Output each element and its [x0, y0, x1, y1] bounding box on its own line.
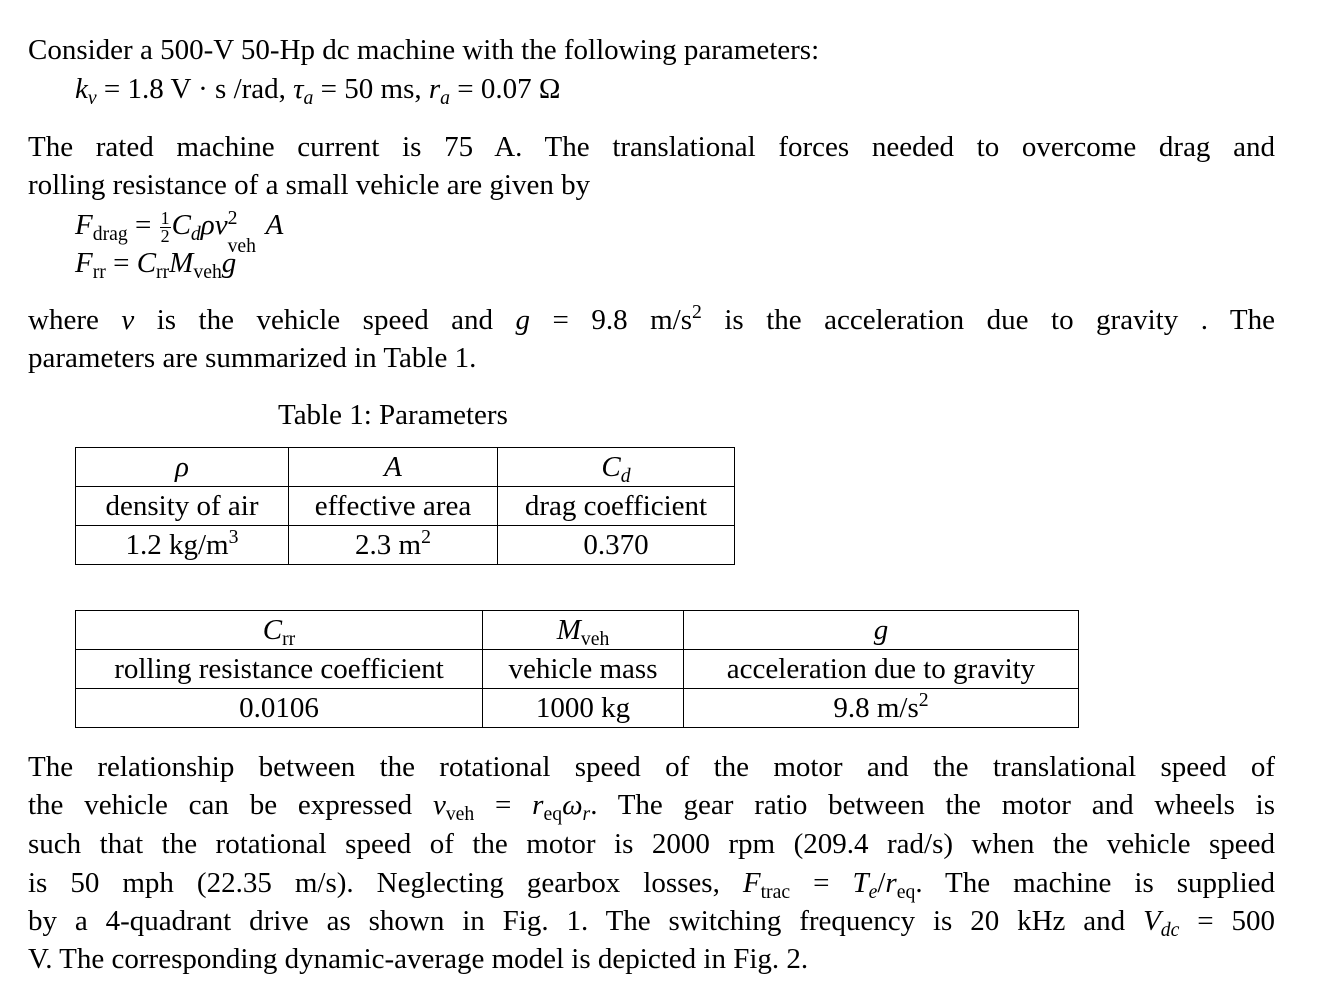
table-cell: vehicle mass	[483, 650, 684, 689]
table-cell: g	[684, 611, 1079, 650]
machine-parameters-equation: $k_v = 1.8$ V · s /rad, $\tau_a = 50$ ms, $r_a = 0.07$ Ω	[75, 73, 561, 109]
paragraph-line: such that the rotational speed of the motor is 2000 rpm (209.4 rad/s) when the vehicle speed	[28, 828, 1275, 860]
table-cell: drag coefficient	[498, 487, 735, 526]
table-cell: acceleration due to gravity	[684, 650, 1079, 689]
one-half-fraction: $\frac{1}{2}$	[160, 207, 170, 246]
drag-force-equation: $F_{drag}$ = $\frac{1}{2}$ $C_d\rho v$ 2 veh A	[75, 207, 284, 257]
table-row	[76, 448, 735, 487]
table-cell: ρ	[76, 448, 289, 487]
table-row	[76, 689, 1079, 728]
table-cell: $C_d$	[498, 448, 735, 487]
paragraph-line: The rated machine current is 75 A. The translational forces needed to overcome drag and	[28, 131, 1275, 163]
parameters-table-1	[75, 447, 735, 565]
table-cell: 9.8 $m/s^2$	[684, 689, 1079, 728]
table-row	[76, 611, 1079, 650]
paragraph-line: V. The corresponding dynamic-average model is depicted in Fig. 2.	[28, 943, 809, 975]
table-cell: rolling resistance coefficient	[76, 650, 483, 689]
table-row	[76, 650, 1079, 689]
table-cell: 1000 kg	[483, 689, 684, 728]
table-cell: density of air	[76, 487, 289, 526]
table-cell: $C_{rr}$	[76, 611, 483, 650]
table-cell: 2.3 $m^2$	[289, 526, 498, 565]
parameters-table-2	[75, 610, 1079, 728]
table-row	[76, 487, 735, 526]
paragraph-line: The relationship between the rotational speed of the motor and the translational speed of	[28, 751, 1275, 783]
table-cell: A	[289, 448, 498, 487]
rolling-force-equation: $F_{rr} = C_{rr}M_{veh}g$	[75, 247, 237, 283]
paragraph-line: the vehicle can be expressed $v_{veh} = r_{eq}\omega_r$. The gear ratio between the motor and wheels is	[28, 789, 1275, 825]
table-caption: Table 1: Parameters	[278, 399, 508, 431]
paragraph-line: by a 4-quadrant drive as shown in Fig. 1. The switching frequency is 20 kHz and $V_{dc} = 500$	[28, 905, 1276, 941]
table-cell: 0.0106	[76, 689, 483, 728]
table-cell: 0.370	[498, 526, 735, 565]
intro-line: Consider a 500-V 50-Hp dc machine with the following parameters:	[28, 34, 820, 66]
table-cell: $M_{veh}$	[483, 611, 684, 650]
paragraph-line: where v is the vehicle speed and g = 9.8 $m/s^2$ is the acceleration due to gravity . The	[28, 301, 1275, 336]
paragraph-line: rolling resistance of a small vehicle are given by	[28, 169, 591, 201]
table-cell: 1.2 $kg/m^3$	[76, 526, 289, 565]
paragraph-line: is 50 mph (22.35 m/s). Neglecting gearbox losses, $F_{trac} = T_e/r_{eq}$. The machine is supplied	[28, 867, 1276, 903]
paragraph-line: parameters are summarized in Table 1.	[28, 342, 477, 374]
table-row	[76, 526, 735, 565]
table-cell: effective area	[289, 487, 498, 526]
